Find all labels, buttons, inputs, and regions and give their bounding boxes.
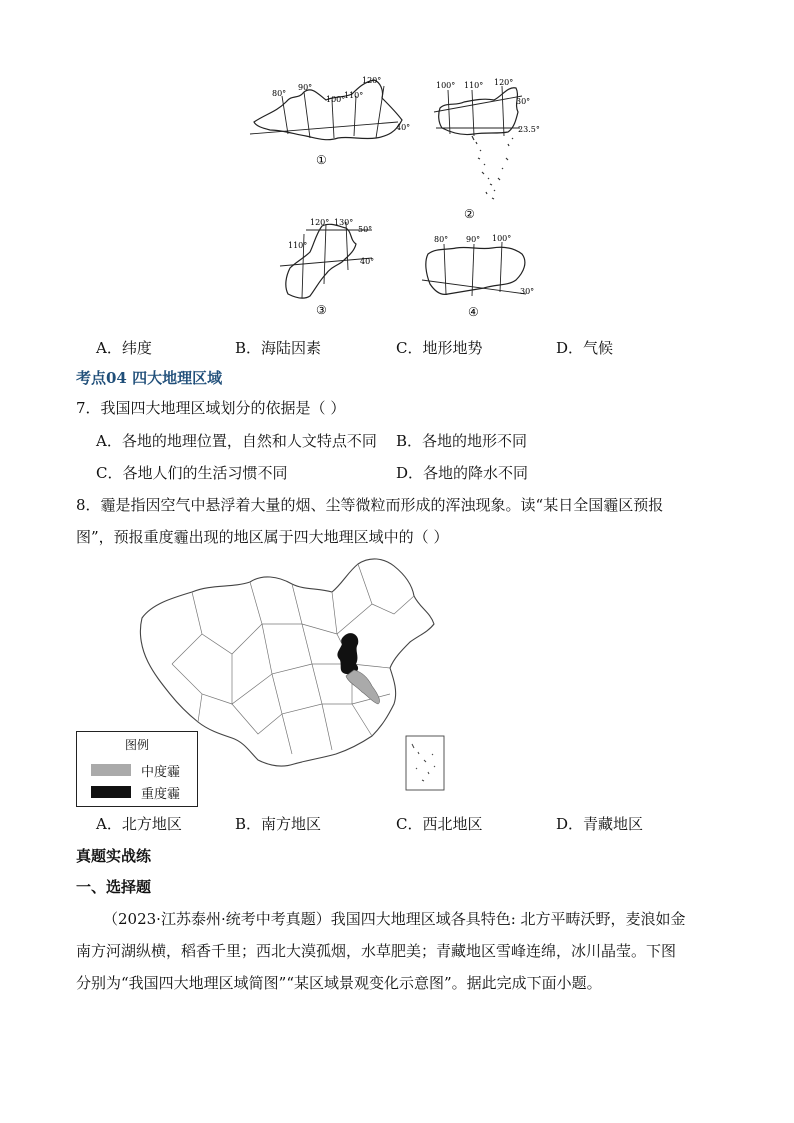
- map-4-label: ④: [468, 305, 479, 319]
- q6-option-b: B．海陆因素: [235, 339, 322, 357]
- practice-heading: 真题实战练: [76, 847, 152, 865]
- part-heading: 一、选择题: [76, 878, 152, 896]
- legend-heavy-swatch: [91, 786, 131, 798]
- south-sea-inset: [406, 736, 444, 790]
- map-3-lon-2: 120°: [310, 218, 330, 227]
- q7-option-a: A．各地的地理位置，自然和人文特点不同: [96, 432, 377, 450]
- q6-option-d: D．气候: [556, 339, 614, 357]
- map-3-outline: [286, 224, 356, 298]
- q8-stem-line-1: 8．霾是指因空气中悬浮着大量的烟、尘等微粒而形成的浑浊现象。读“某日全国霾区预报: [76, 496, 664, 514]
- legend-medium-swatch: [91, 764, 131, 776]
- map-4: [418, 232, 542, 320]
- map-2-lon-2: 110°: [464, 81, 484, 90]
- q7-stem: 7．我国四大地理区域划分的依据是（ ）: [76, 399, 346, 417]
- map-4-lat-1: 30°: [520, 287, 535, 296]
- map-1: [246, 72, 416, 178]
- map-3-lat-2: 40°: [360, 257, 375, 266]
- map-1-lon-5: 120°: [362, 76, 382, 85]
- map-3-lon-1: 110°: [288, 241, 308, 250]
- map-4-lon-1: 80°: [434, 235, 449, 244]
- map-legend: [76, 731, 198, 807]
- map-2-outline: [439, 88, 518, 135]
- map-2-lon-1: 100°: [436, 81, 456, 90]
- q7-option-c: C．各地人们的生活习惯不同: [96, 464, 288, 482]
- q8-option-a: A．北方地区: [96, 815, 182, 833]
- passage-line-2: 南方河湖纵横，稻香千里；西北大漠孤烟，水草肥美；青藏地区雪峰连绵，冰川晶莹。下图: [76, 942, 677, 960]
- map-2-lat-1: 30°: [516, 97, 531, 106]
- map-1-lon-2: 90°: [298, 83, 313, 92]
- q8-option-c: C．西北地区: [396, 815, 483, 833]
- map-4-lon-2: 90°: [466, 235, 481, 244]
- q7-option-b: B．各地的地形不同: [396, 432, 528, 450]
- map-3: [276, 214, 386, 318]
- passage-line-1: （2023·江苏泰州·统考中考真题）我国四大地理区域各具特色: 北方平畴沃野，麦浪如金: [103, 910, 686, 928]
- map-3-lon-3: 130°: [334, 218, 354, 227]
- q8-stem-line-2: 图”，预报重度霾出现的地区属于四大地理区域中的（ ）: [76, 528, 449, 546]
- section-heading: 考点04 四大地理区域: [76, 369, 223, 387]
- map-1-lat-1: 40°: [396, 123, 411, 132]
- map-1-label: ①: [316, 153, 327, 167]
- map-2: [428, 72, 554, 224]
- legend-medium-label: 中度霾: [141, 765, 181, 780]
- map-1-lon-1: 80°: [272, 89, 287, 98]
- q6-option-a: A．纬度: [96, 339, 152, 357]
- map-2-lon-3: 120°: [494, 78, 514, 87]
- legend-heavy-label: 重度霾: [141, 787, 181, 802]
- map-2-label: ②: [464, 207, 475, 221]
- map-3-label: ③: [316, 303, 327, 317]
- q6-option-c: C．地形地势: [396, 339, 483, 357]
- passage-line-3: 分别为“我国四大地理区域简图”“某区域景观变化示意图”。据此完成下面小题。: [76, 974, 602, 992]
- q8-option-d: D．青藏地区: [556, 815, 644, 833]
- map-3-lat-1: 50°: [358, 225, 373, 234]
- map-1-lon-3: 100°: [326, 95, 346, 104]
- legend-title: 图例: [124, 738, 149, 752]
- q8-option-b: B．南方地区: [235, 815, 322, 833]
- map-1-lon-4: 110°: [344, 91, 364, 100]
- map-2-lat-2: 23.5°: [518, 125, 540, 134]
- q7-option-d: D．各地的降水不同: [396, 464, 529, 482]
- map-4-lon-3: 100°: [492, 234, 512, 243]
